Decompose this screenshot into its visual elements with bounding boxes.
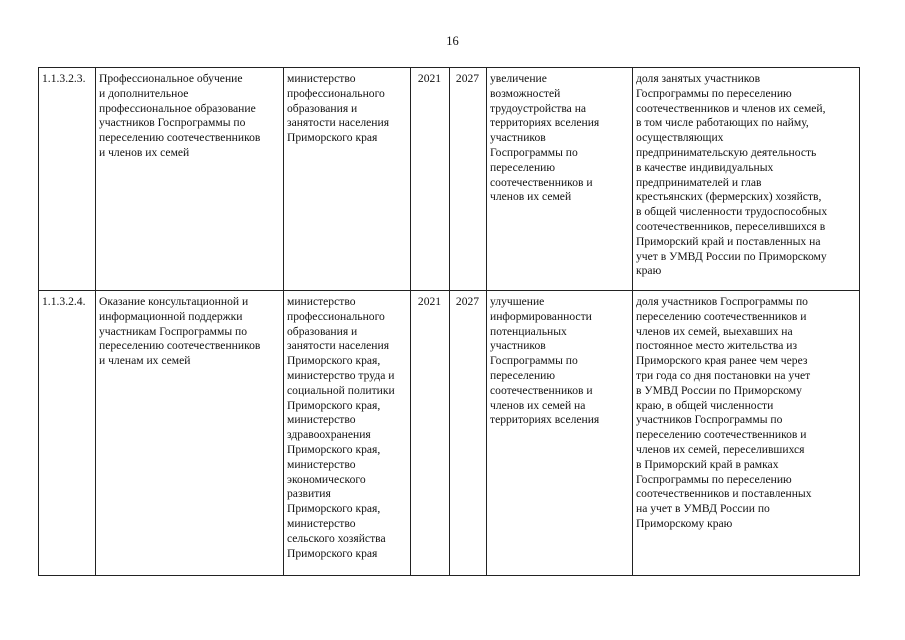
activity-name: Профессиональное обучение и дополнительное профессиональное образование участников Госпрограммы по переселению соотечественников и членов их семей [96,68,284,291]
end-year: 2027 [450,68,487,291]
target-indicator: доля занятых участников Госпрограммы по переселению соотечественников и членов их семей, в том числе работающих по найму, осуществляющих предпринимательскую деятельность в качестве индивидуальных предпринимателей и глав крестьянских (фермерских) хозяйств, в общей численности трудоспособных соотечественников, переселившихся в Приморский край и поставленных на учет в УМВД России по Приморскому краю [633,68,860,291]
activity-name: Оказание консультационной и информационной поддержки участникам Госпрограммы по переселению соотечественников и членам их семей [96,291,284,576]
expected-result: улучшение информированности потенциальных участников Госпрограммы по переселению соотечественников и членов их семей на территориях вселения [487,291,633,576]
page-number: 16 [446,34,459,48]
activity-code: 1.1.3.2.4. [39,291,96,576]
table-row [39,291,860,576]
start-year: 2021 [411,68,450,291]
target-indicator: доля участников Госпрограммы по переселению соотечественников и членов их семей, выехавших на постоянное место жительства из Приморского края ранее чем через три года со дня постановки на учет в УМВД России по Приморскому краю, в общей численности участников Госпрограммы по переселению соотечественников и членов их семей, переселившихся в Приморский край в рамках Госпрограммы по переселению соотечественников и поставленных на учет в УМВД России по Приморскому краю [633,291,860,576]
responsible-executor: министерство профессионального образования и занятости населения Приморского края [284,68,411,291]
program-activities-table [38,67,860,576]
end-year: 2027 [450,291,487,576]
responsible-executor: министерство профессионального образования и занятости населения Приморского края, министерство труда и социальной политики Приморского края, министерство здравоохранения Приморского края, министерство экономического развития Приморского края, министерство сельского хозяйства Приморского края [284,291,411,576]
expected-result: увеличение возможностей трудоустройства на территориях вселения участников Госпрограммы по переселению соотечественников и членов их семей [487,68,633,291]
start-year: 2021 [411,291,450,576]
activity-code: 1.1.3.2.3. [39,68,96,291]
table-row [39,68,860,291]
